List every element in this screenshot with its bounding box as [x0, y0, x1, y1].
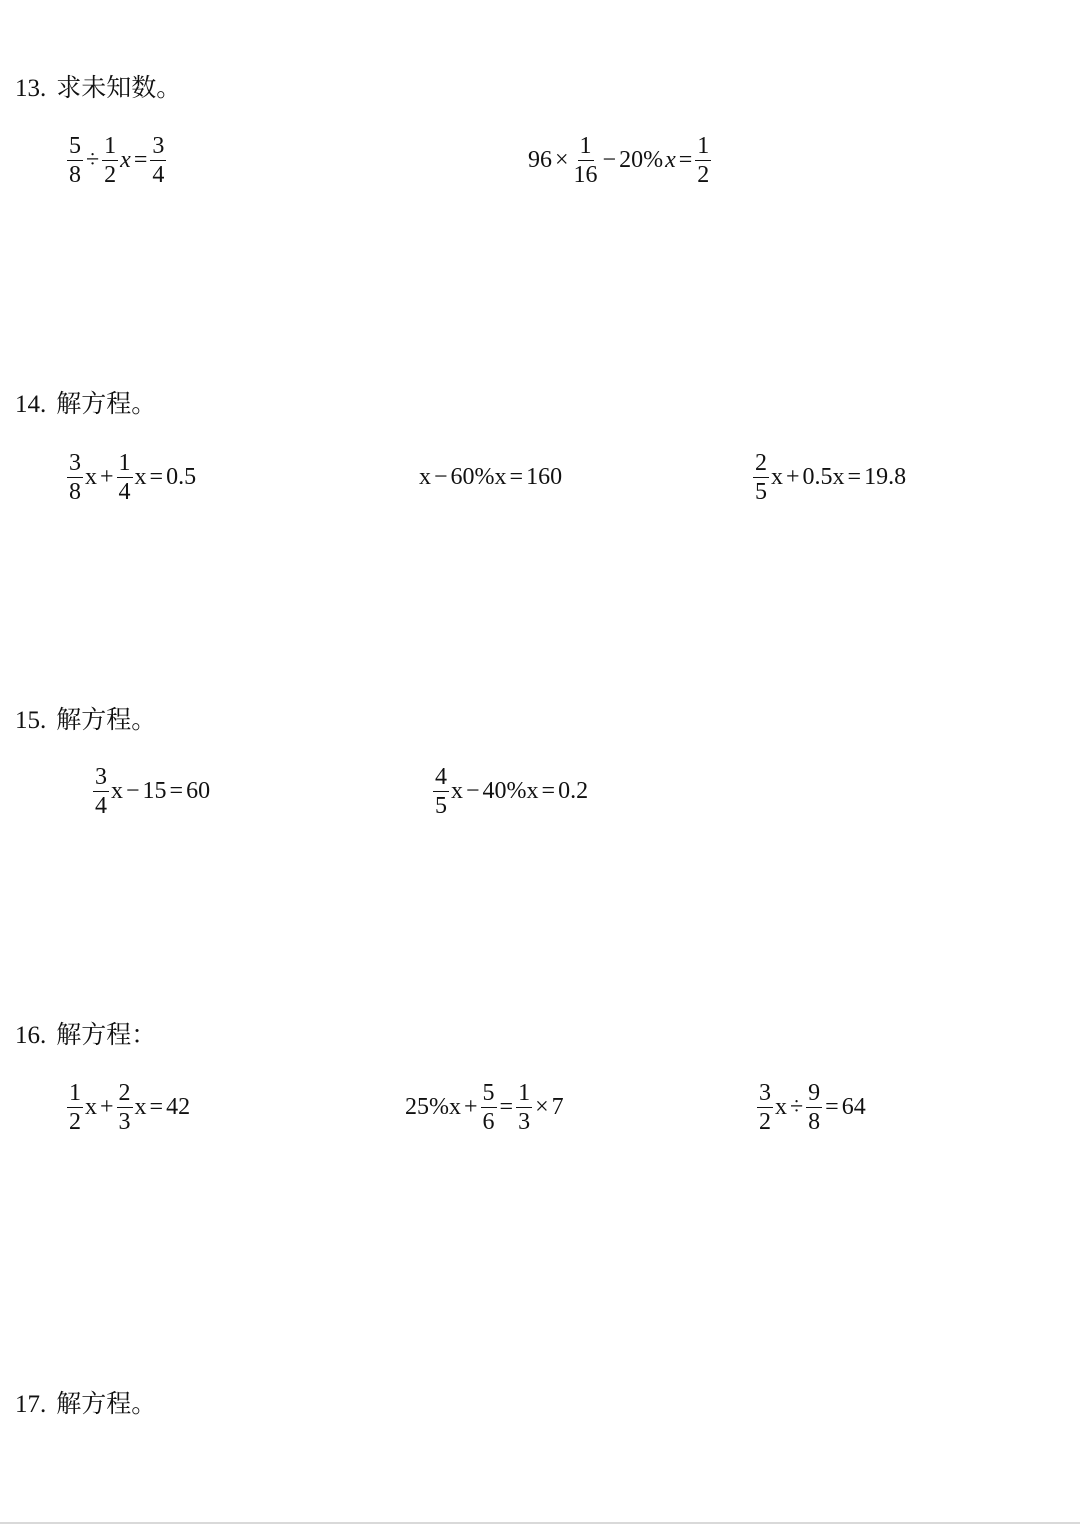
term: 40%x [482, 777, 539, 804]
fraction [117, 1080, 133, 1135]
operator: × [555, 146, 569, 173]
operator: + [100, 1093, 114, 1120]
fraction-numerator: 3 [69, 449, 81, 476]
question-17-heading [15, 1390, 156, 1420]
operator: = [499, 1093, 514, 1120]
fraction-denominator: 2 [697, 161, 710, 188]
equation [432, 758, 589, 824]
question-prompt: 解方程。 [56, 391, 157, 418]
fraction [67, 450, 83, 505]
fraction [150, 133, 166, 188]
operator: − [466, 777, 480, 804]
operator: = [149, 1093, 164, 1120]
term: 60 [186, 777, 211, 804]
question-16-heading [15, 1021, 156, 1051]
variable: x [665, 146, 676, 173]
fraction-numerator: 3 [95, 763, 107, 790]
operator: + [786, 463, 800, 490]
term: 0.5 [166, 463, 197, 490]
term: 15 [142, 777, 167, 804]
term: x [451, 777, 463, 804]
fraction-numerator: 1 [118, 449, 131, 476]
fraction-denominator: 5 [755, 478, 767, 505]
fraction [572, 133, 600, 188]
fraction-denominator: 2 [759, 1108, 771, 1135]
term: 20% [619, 146, 664, 173]
fraction-denominator: 2 [69, 1108, 81, 1135]
operator: = [678, 146, 693, 173]
operator: = [149, 463, 164, 490]
fraction-numerator: 3 [152, 132, 165, 159]
question-15-heading [15, 706, 156, 736]
equation [527, 127, 712, 193]
fraction-numerator: 1 [518, 1079, 531, 1106]
operator: = [541, 777, 556, 804]
fraction-numerator: 4 [435, 763, 447, 790]
term: 42 [166, 1093, 191, 1120]
fraction-numerator: 2 [755, 449, 767, 476]
question-prompt: 解方程。 [56, 1391, 157, 1418]
question-number: 14. [15, 391, 47, 418]
question-number: 13. [15, 75, 47, 102]
fraction [102, 133, 118, 188]
operator: ÷ [86, 146, 100, 173]
term: x [771, 463, 783, 490]
fraction-numerator: 1 [697, 132, 710, 159]
fraction-numerator: 1 [104, 132, 117, 159]
fraction-denominator: 8 [69, 161, 81, 188]
fraction [757, 1080, 773, 1135]
fraction-numerator: 2 [118, 1079, 131, 1106]
fraction [516, 1080, 532, 1135]
term: 64 [841, 1093, 866, 1120]
question-13-heading [15, 74, 181, 104]
operator: = [825, 1093, 839, 1120]
equation [756, 1074, 867, 1140]
question-prompt: 解方程。 [56, 707, 157, 734]
question-prompt: 解方程： [56, 1022, 157, 1049]
variable: x [120, 146, 131, 173]
operator: = [509, 463, 524, 490]
fraction-numerator: 3 [759, 1079, 771, 1106]
question-number: 15. [15, 707, 47, 734]
operator: × [535, 1093, 549, 1120]
operator: = [169, 777, 184, 804]
fraction-denominator: 8 [808, 1108, 821, 1135]
fraction-numerator: 1 [579, 132, 592, 159]
fraction-denominator: 5 [435, 792, 447, 819]
term: 96 [528, 146, 552, 173]
fraction-denominator: 2 [104, 161, 117, 188]
fraction-denominator: 6 [482, 1108, 495, 1135]
equation [404, 1074, 565, 1140]
term: 160 [526, 463, 563, 490]
term: x [85, 1093, 97, 1120]
fraction-denominator: 3 [118, 1108, 131, 1135]
fraction-denominator: 4 [95, 792, 107, 819]
equation [418, 444, 563, 510]
fraction [117, 450, 133, 505]
fraction [481, 1080, 497, 1135]
operator: + [100, 463, 114, 490]
fraction-numerator: 1 [69, 1079, 81, 1106]
term: x [775, 1093, 787, 1120]
fraction [433, 764, 449, 819]
term: x [419, 463, 431, 490]
equation [92, 758, 211, 824]
fraction [753, 450, 769, 505]
term: 0.5x [802, 463, 845, 490]
question-14-heading [15, 390, 156, 420]
operator: = [133, 146, 148, 173]
fraction-denominator: 3 [518, 1108, 531, 1135]
fraction [93, 764, 109, 819]
operator: − [602, 146, 617, 173]
fraction-numerator: 9 [808, 1079, 821, 1106]
equation [752, 444, 907, 510]
equation [66, 1074, 191, 1140]
term: x [85, 463, 97, 490]
fraction-numerator: 5 [482, 1079, 495, 1106]
term: 0.2 [558, 777, 589, 804]
question-number: 16. [15, 1022, 47, 1049]
equation [66, 127, 167, 193]
fraction [806, 1080, 822, 1135]
term: 25%x [405, 1093, 461, 1120]
fraction-denominator: 4 [152, 161, 165, 188]
operator: − [434, 463, 448, 490]
question-number: 17. [15, 1391, 47, 1418]
operator: − [126, 777, 140, 804]
fraction-denominator: 4 [118, 478, 131, 505]
fraction-denominator: 8 [69, 478, 81, 505]
page-bottom-divider [0, 1522, 1080, 1524]
term: x [134, 463, 147, 490]
operator: + [464, 1093, 478, 1120]
term: 19.8 [864, 463, 907, 490]
fraction-numerator: 5 [69, 132, 81, 159]
term: x [111, 777, 123, 804]
fraction [67, 1080, 83, 1135]
operator: = [847, 463, 862, 490]
fraction-denominator: 16 [573, 161, 598, 188]
term: 7 [551, 1093, 564, 1120]
term: 60%x [450, 463, 507, 490]
equation [66, 444, 197, 510]
term: x [134, 1093, 147, 1120]
operator: ÷ [790, 1093, 804, 1120]
fraction [67, 133, 83, 188]
fraction [695, 133, 711, 188]
question-prompt: 求未知数。 [56, 75, 182, 102]
